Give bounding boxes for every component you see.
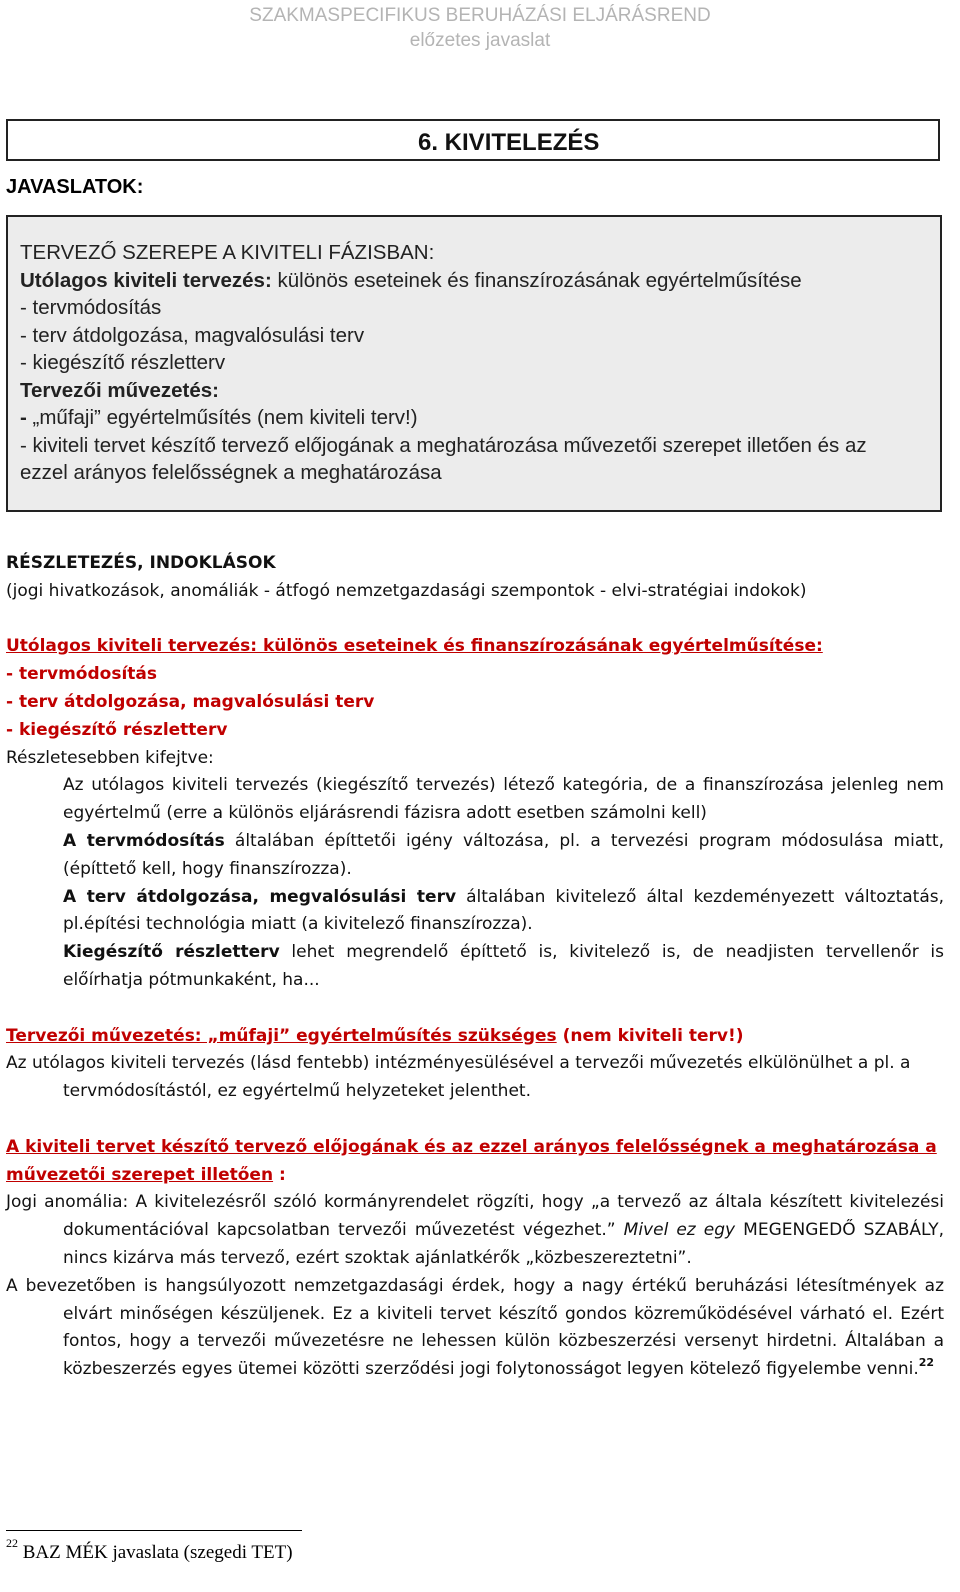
details-section — [6, 550, 944, 1384]
proposal-supervision-line — [20, 404, 940, 432]
section3-paragraph-2 — [6, 1273, 944, 1384]
proposal-supervision-label: Tervezői művezetés: — [20, 378, 220, 402]
document-header-subtitle: előzetes javaslat — [409, 30, 551, 51]
footnote-reference: 22 — [918, 1356, 935, 1370]
section1-item: - kiegészítő részletterv — [6, 719, 228, 740]
section3-p1-italic: Mivel ez egy — [623, 1220, 736, 1241]
section3-p1-end: MEGENGEDŐ SZABÁLY, nincs kizárva más tervező, ezért szoktak ajánlatkérők „közbeszereztetni”. — [63, 1220, 945, 1268]
proposal-item: - terv átdolgozása, magvalósulási terv — [20, 323, 365, 347]
proposal-line-1-bold: Utólagos kiviteli tervezés: — [20, 268, 272, 292]
section3-paragraph-1 — [6, 1189, 944, 1272]
section1-intro: Részletesebben kifejtve: — [6, 747, 214, 768]
footnote — [6, 1535, 293, 1564]
section1-heading: Utólagos kiviteli tervezés: különös eseteinek és finanszírozásának egyértelműsítése: — [6, 636, 823, 657]
proposal-supervision-text: „műfaji” egyértelműsítés (nem kiviteli terv!) — [32, 406, 418, 429]
proposal-line-1-rest: különös eseteinek és finanszírozásának egyértelműsítése — [271, 268, 802, 292]
section1-paragraph-4 — [6, 939, 944, 995]
section1-p2-bold: A tervmódosítás — [63, 830, 225, 851]
proposal-supervision-long: - kiviteli tervet készítő tervező előjogának a meghatározása művezetői szerepet illetően és az ezzel arányos felelősségnek a meghatározása — [20, 433, 867, 484]
section1-paragraph-3 — [6, 884, 944, 940]
section1-item: - tervmódosítás — [6, 664, 157, 685]
section2-heading-rest: (nem kiviteli terv!) — [556, 1025, 744, 1046]
footnote-number: 22 — [6, 1535, 18, 1550]
section1-item: - terv átdolgozása, magvalósulási terv — [6, 691, 375, 712]
section3-heading-rest: : — [273, 1164, 286, 1185]
details-title: RÉSZLETEZÉS, INDOKLÁSOK — [6, 553, 276, 573]
section1-paragraph-1: Az utólagos kiviteli tervezés (kiegészítő tervezés) létező kategória, de a finanszírozása jelenleg nem egyértelmű (erre a különös eljárásrendi fázisra adott esetben számolni kell) — [63, 775, 944, 824]
proposal-line-1 — [20, 267, 940, 295]
details-subtitle: (jogi hivatkozások, anomáliák - átfogó nemzetgazdasági szempontok - elvi-stratégiai indokok) — [6, 580, 807, 601]
section1-p3-bold: A terv átdolgozása, megvalósulási terv — [63, 886, 457, 907]
section3-p1-start: Jogi anomália: A kivitelezésről szóló kormányrendelet rögzíti, hogy „a tervező az általa készített kivitelezési dokumentációval kapcsolatban tervezői művezetést végezhet.” — [6, 1192, 944, 1241]
footnote-separator — [6, 1530, 302, 1531]
section2-paragraph: Az utólagos kiviteli tervezés (lásd fentebb) intézményesülésével a tervezői művezetés elkülönülhet a pl. a tervmódosítástól, ez egyértelmű helyzeteket jelenthet. — [6, 1053, 911, 1102]
section1-p4-bold: Kiegészítő részletterv — [63, 942, 280, 963]
section3-heading — [6, 1134, 944, 1190]
section1-paragraph-2 — [6, 828, 944, 884]
chapter-title: 6. KIVITELEZÉS — [418, 129, 600, 156]
section1-p4-rest: lehet megrendelő építtető is, kivitelező is, de neadjisten tervellenőr is előírhatja pótmunkaként, ha... — [63, 942, 945, 990]
section1-p3-rest: általában kivitelező által kezdeményezett változtatás, pl.építési technológia miatt (a kivitelező finanszírozza). — [63, 886, 944, 935]
section3-p2-text: A bevezetőben is hangsúlyozott nemzetgazdasági érdek, hogy a nagy értékű beruházási létesítmények az elvárt minőségen készüljenek. Ez a kiviteli tervet készítő gondos közreműködésével várható el. Ezért fontos, hogy a tervezői művezetésre ne lehessen külön közbeszerzési versenyt hirdetni. Általában a közbeszerzés egyes ütemei közötti szerződési jogi folytonosságot legyen kötelező figyelembe venni. — [6, 1275, 944, 1380]
section3-heading-underlined: A kiviteli tervet készítő tervező előjogának és az ezzel arányos felelősségnek a meghatározása a művezetői szerepet illetően — [6, 1136, 937, 1185]
section2-heading — [6, 1023, 944, 1051]
section2-heading-underlined: Tervezői művezetés: „műfaji” egyértelműsítés szükséges — [6, 1025, 557, 1046]
proposal-item: - tervmódosítás — [20, 296, 162, 319]
section1-p2-rest: általában építtetői igény változása, pl. a tervezési program módosulása miatt, (építtető kell, hogy finanszírozza). — [63, 830, 944, 879]
proposals-label: JAVASLATOK: — [6, 176, 144, 198]
proposal-heading: TERVEZŐ SZEREPE A KIVITELI FÁZISBAN: — [20, 241, 435, 264]
document-header-title: SZAKMASPECIFIKUS BERUHÁZÁSI ELJÁRÁSREND — [249, 5, 711, 26]
chapter-title-box — [6, 119, 940, 161]
footnote-text: BAZ MÉK javaslata (szegedi TET) — [18, 1542, 293, 1563]
proposal-box — [6, 215, 942, 512]
proposal-supervision-dash: - — [20, 406, 33, 429]
proposal-item: - kiegészítő részletterv — [20, 351, 226, 374]
